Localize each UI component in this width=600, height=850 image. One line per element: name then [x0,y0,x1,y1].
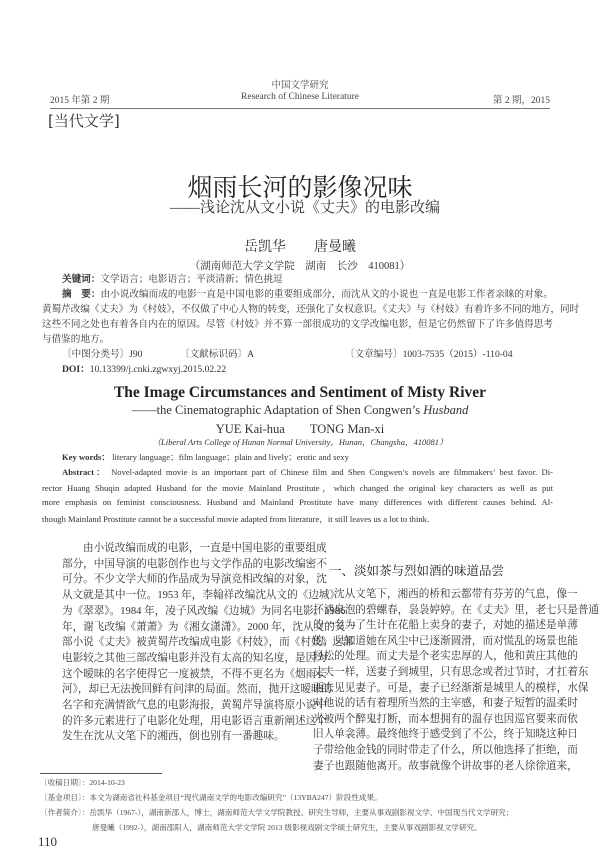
title-en: The Image Circumstances and Sentiment of Misty River [113,384,487,401]
body-line: 光被两个醉鬼打断，而本想拥有的温存也因巡官要来而依 [313,713,578,725]
document-code: 〔文献标识码〕A [180,349,255,360]
subtitle-en: ——the Cinematographic Adaptation of Shen Congwen’s Husband [131,403,469,417]
abstract-en-line: Abstract： Novel-adapted movie is an important part of Chinese film and Shen Congwen’s novels are filmmakers’ best favor. Di- [62,467,553,477]
body-line: 丈夫一样，送妻子到城里，只有思念或者过节时，才扛着东 [313,667,589,678]
title-cn: 烟雨长河的影像况味 [187,173,413,202]
body-line: 这个暧昧的名字使得它一度被禁，不得不更名为《烟雨长 [62,668,327,680]
body-line: 部分，中国导演的电影创作也与文学作品的电影改编密不 [62,558,327,570]
abstract-cn-line: 这些不同之处也有着各自内在的原因。尽管《村妓》并不算一部很成功的文学改编电影，但是它仍然留下了许多值得思考 [42,319,553,330]
body-line: 从文就是其中一位。1953 年，李翰祥改编沈从文的《边城》 [62,590,341,602]
abstract-en-line: more emphasis on feminist consciousness. Husband and Mainland Prostitute have many differences with different causes behind. Al- [42,497,553,507]
footnote-funding: 〔基金项目〕：本文为湖南省社科基金项目“现代湖南文学的电影改编研究”（13YBA247）阶段性成果。 [40,793,382,802]
issue-left: 2015 年第 2 期 [50,96,110,106]
journal-name-en: Research of Chinese Literature [241,92,359,102]
body-line: 名字和充满情欲气息的电影海报，黄蜀芹导演将原小说中 [62,700,327,711]
footnote-author-2: 唐曼曦（1992-），湖南邵阳人，湖南师范大学文学院 2013 级影视戏剧文学硕士研究生，主要从事戏剧影视文学研究。 [92,823,482,832]
keywords-cn: 关键词：文学语言；电影语言；平淡清新；情色挑逗 [62,274,283,285]
body-line: 年，谢飞改编《萧萧》为《湘女潇潇》。2000 年，沈从文的又一 [62,621,356,633]
article-number: 〔文章编号〕1003-7535（2015）-110-04 [345,349,513,360]
section-label: [当代文学] [48,112,120,130]
body-line: 发生在沈从文笔下的湘西，倒也别有一番趣味。 [62,731,285,743]
abstract-en-line: rector Huang Shuqin adapted Husband for the movie Mainland Prostitute，which changed the original key characters as well as put [42,483,553,493]
affiliation-cn: （湖南师范大学文学院 湖南 长沙 410081） [189,261,411,272]
body-line: 的一名为了生计在花船上卖身的妻子，对她的描述是单薄 [313,620,578,632]
body-line: 可分。不少文学大师的作品成为导演竞相改编的对象，沈 [62,574,327,586]
authors-cn: 岳凯华 唐曼曦 [244,240,356,255]
abstract-cn-line: 与借鉴的地方。 [42,334,110,345]
body-line: 西去见见妻子。可是，妻子已经渐渐是城里人的模样，水保 [313,682,589,694]
body-line: 为《翠翠》。1984 年，凌子风改编《边城》为同名电影。1986 [62,605,346,617]
journal-name-cn: 中国文学研究 [271,81,329,91]
issue-right: 第 2 期，2015 [492,96,550,106]
body-line: 部小说《丈夫》被黄蜀芹改编成电影《村妓》，而《村妓》这部 [62,637,354,649]
body-line: 轻松的处理。而丈夫是个老实忠厚的人，他和黄庄其他的 [313,651,578,663]
clc-number: 〔中图分类号〕J90 [62,349,143,360]
body-line: 沈从文笔下，湘西的桥和云都带有芬芳的气息，像一 [334,589,578,600]
page-number: 110 [38,834,58,849]
authors-en: YUE Kai-hua TONG Man-xi [215,422,385,436]
body-line: 对他说的话有着理所当然的主宰感，和妻子短暂的温柔时 [313,698,578,710]
body-line: 妻子也跟随他离开。故事就像个讲故事的老人徐徐道来， [313,760,578,772]
body-line: 的，只知道她在风尘中已逐渐圆滑，而对慌乱的场景也能 [313,635,578,647]
header-rule [50,108,550,109]
body-line: 的许多元素进行了电影化处理，用电影语言重新阐述这个 [62,715,327,727]
footnote-rule [40,773,162,774]
body-line: 子带给他金钱的同时带走了什么，所以他选择了拒绝，而 [313,745,578,756]
footnote-author-1: 〔作者简介〕：岳凯华（1967-），湖南新邵人，博士，湖南师范大学文学院教授、研究生导师，主要从事戏剧影视文学、中国现当代文学研究； [40,808,514,817]
abstract-en-line: though Mainland Prostitute cannot be a successful movie adapted from literature，it still leaves us a lot to think. [42,514,430,524]
subtitle-cn: ——浅论沈从文小说《丈夫》的电影改编 [170,200,441,216]
body-line: 由小说改编而成的电影，一直是中国电影的重要组成 [83,543,327,554]
section-heading: 一、淡如茶与烈如酒的味道品尝 [329,563,505,578]
footnote-received: 〔收稿日期〕：2014-10-23 [40,778,125,787]
abstract-cn-line: 黄蜀芹改编《丈夫》为《村妓》，不仅做了中心人物的转变，还强化了女权意识。《丈夫》与《村妓》有着许多不同的地方，同时 [42,304,580,315]
affiliation-en: （Liberal Arts College of Hunan Normal University，Hunan，Changsha，410081） [152,437,448,447]
abstract-cn-line: 摘 要：由小说改编而成的电影一直是中国电影的重要组成部分，而沈从文的小说也一直是电影工作者亲睐的对象。 [62,289,554,300]
doi: DOI：10.13399/j.cnki.zgwxyj.2015.02.22 [62,364,227,375]
keywords-en: Key words： literary language；film language；plain and lively；erotic and sexy [62,452,349,462]
body-line: 旧人单衾薄。最终他终于感受到了不公，终于知晓这种日 [313,729,578,741]
body-line: 电影较之其他三部改编电影并没有太高的知名度，是因为 [62,652,327,664]
body-line: 河》，却已无法挽回鲜有问津的局面。然而，抛开这暧昧的 [62,684,333,696]
body-line: 抔清泉泡的碧螺春，袅袅婷婷。在《丈夫》里，老七只是普通 [313,604,600,616]
